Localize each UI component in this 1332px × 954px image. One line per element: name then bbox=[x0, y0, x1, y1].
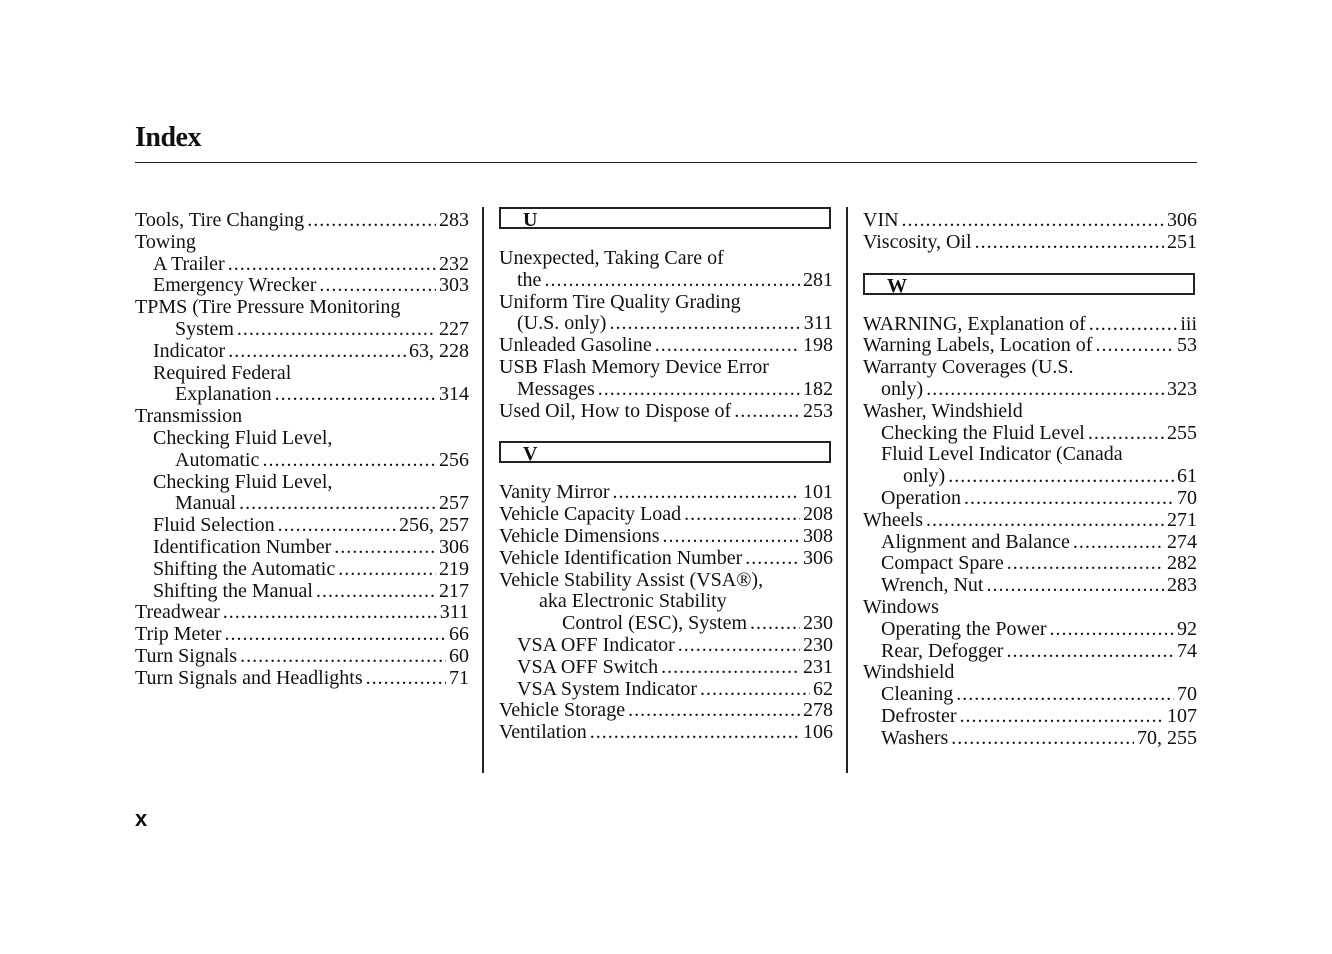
index-entry bbox=[863, 641, 1197, 663]
entry-page: 101 bbox=[803, 481, 833, 504]
dot-leader bbox=[734, 401, 800, 423]
entry-text: A Trailer bbox=[153, 252, 225, 275]
index-entry bbox=[135, 537, 469, 559]
index-entry bbox=[135, 232, 469, 254]
dot-leader bbox=[223, 602, 437, 624]
index-entry bbox=[499, 248, 833, 270]
index-entry bbox=[863, 597, 1197, 619]
dot-leader bbox=[278, 515, 396, 537]
entry-text: Indicator bbox=[153, 339, 226, 362]
entry-text: VSA OFF Indicator bbox=[517, 633, 675, 656]
entry-page: 92 bbox=[1177, 617, 1197, 640]
entry-page: 271 bbox=[1167, 508, 1197, 531]
entry-text: only) bbox=[903, 465, 946, 488]
entry-text: Checking Fluid Level, bbox=[153, 426, 333, 449]
entry-text: Vehicle Stability Assist (VSA®), bbox=[499, 568, 764, 591]
entry-text: Manual bbox=[175, 492, 237, 515]
dot-leader bbox=[544, 270, 800, 292]
entry-text: Vehicle Identification Number bbox=[499, 546, 743, 569]
entry-text: Treadwear bbox=[135, 601, 220, 624]
entry-text: Emergency Wrecker bbox=[153, 274, 317, 297]
dot-leader bbox=[678, 635, 800, 657]
dot-leader bbox=[228, 341, 406, 363]
dot-leader bbox=[1089, 314, 1178, 336]
index-entry bbox=[135, 384, 469, 406]
entry-text: Windows bbox=[863, 595, 939, 618]
index-entry bbox=[135, 450, 469, 472]
index-entry bbox=[499, 504, 833, 526]
index-entry bbox=[135, 668, 469, 690]
entry-page: 283 bbox=[439, 209, 469, 231]
index-entry bbox=[863, 662, 1197, 684]
dot-leader bbox=[1088, 423, 1164, 445]
index-entry bbox=[499, 526, 833, 548]
index-entry bbox=[135, 428, 469, 450]
entry-page: 217 bbox=[439, 579, 469, 602]
index-entry bbox=[135, 406, 469, 428]
index-entry bbox=[499, 548, 833, 570]
dot-leader bbox=[700, 679, 810, 701]
entry-page: 62 bbox=[813, 677, 833, 700]
index-entry bbox=[863, 466, 1197, 488]
dot-leader bbox=[987, 575, 1165, 597]
entry-text: Explanation bbox=[175, 383, 272, 406]
entry-text: Washer, Windshield bbox=[863, 399, 1023, 422]
entry-text: Vehicle Storage bbox=[499, 699, 626, 722]
index-entry bbox=[863, 357, 1197, 379]
entry-page: 61 bbox=[1177, 465, 1197, 488]
dot-leader bbox=[262, 450, 436, 472]
index-entry bbox=[499, 700, 833, 722]
index-entry bbox=[499, 335, 833, 357]
index-entry bbox=[499, 482, 833, 504]
index-entry bbox=[135, 363, 469, 385]
index-entry bbox=[499, 635, 833, 657]
dot-leader bbox=[1050, 619, 1174, 641]
dot-leader bbox=[975, 232, 1164, 254]
index-entry bbox=[863, 706, 1197, 728]
dot-leader bbox=[960, 706, 1164, 728]
entry-text: Operating the Power bbox=[881, 617, 1047, 640]
entry-page: 311 bbox=[439, 601, 469, 624]
dot-leader bbox=[750, 613, 800, 635]
index-entry bbox=[863, 335, 1197, 357]
dot-leader bbox=[926, 379, 1164, 401]
index-entry bbox=[135, 341, 469, 363]
entry-page: 251 bbox=[1167, 230, 1197, 253]
dot-leader bbox=[366, 668, 446, 690]
entry-text: Compact Spare bbox=[881, 552, 1004, 575]
index-entry bbox=[135, 559, 469, 581]
index-entry bbox=[863, 532, 1197, 554]
dot-leader bbox=[964, 488, 1174, 510]
entry-text: Towing bbox=[135, 230, 196, 253]
entry-text: Vanity Mirror bbox=[499, 481, 610, 504]
entry-page: 306 bbox=[1167, 209, 1197, 231]
column-separator bbox=[482, 207, 484, 773]
entry-text: Messages bbox=[517, 377, 595, 400]
entry-page: 182 bbox=[803, 377, 833, 400]
dot-leader bbox=[338, 559, 436, 581]
entry-text: Required Federal bbox=[153, 361, 292, 384]
entry-text: Control (ESC), System bbox=[562, 612, 748, 635]
entry-text: Unleaded Gasoline bbox=[499, 334, 652, 357]
dot-leader bbox=[926, 510, 1164, 532]
index-entry bbox=[135, 493, 469, 515]
title-rule bbox=[135, 162, 1197, 163]
entry-page: 274 bbox=[1167, 530, 1197, 553]
dot-leader bbox=[613, 482, 800, 504]
entry-page: 71 bbox=[449, 666, 469, 689]
entry-page: 311 bbox=[803, 312, 833, 335]
dot-leader bbox=[224, 624, 446, 646]
index-entry bbox=[135, 646, 469, 668]
index-entry bbox=[499, 657, 833, 679]
entry-text: Vehicle Dimensions bbox=[499, 524, 660, 547]
dot-leader bbox=[1095, 335, 1174, 357]
dot-leader bbox=[956, 684, 1174, 706]
dot-leader bbox=[663, 526, 800, 548]
entry-text: Warranty Coverages (U.S. bbox=[863, 356, 1074, 379]
entry-text: Tools, Tire Changing bbox=[135, 209, 305, 231]
entry-page: 256 bbox=[439, 448, 469, 471]
entry-text: Wheels bbox=[863, 508, 923, 531]
entry-page: 306 bbox=[803, 546, 833, 569]
index-entry bbox=[863, 444, 1197, 466]
entry-page: 306 bbox=[439, 535, 469, 558]
page-number: x bbox=[135, 806, 148, 831]
entry-text: Shifting the Automatic bbox=[153, 557, 336, 580]
index-entry bbox=[499, 292, 833, 314]
section-header-w: W bbox=[863, 273, 1195, 295]
entry-text: Turn Signals and Headlights bbox=[135, 666, 363, 689]
index-entry bbox=[499, 379, 833, 401]
dot-leader bbox=[684, 504, 800, 526]
dot-leader bbox=[237, 319, 436, 341]
entry-text: only) bbox=[881, 377, 924, 400]
entry-page: 255 bbox=[1167, 421, 1197, 444]
index-entry bbox=[863, 553, 1197, 575]
entry-text: System bbox=[175, 317, 234, 340]
entry-page: 60 bbox=[449, 644, 469, 667]
dot-leader bbox=[902, 210, 1164, 232]
entry-text: Windshield bbox=[863, 661, 955, 684]
column-separator bbox=[846, 207, 848, 773]
index-entry bbox=[863, 510, 1197, 532]
entry-page: 253 bbox=[803, 399, 833, 422]
index-entry bbox=[863, 232, 1197, 254]
index-entry bbox=[499, 401, 833, 423]
entry-text: VSA System Indicator bbox=[517, 677, 697, 700]
dot-leader bbox=[316, 581, 436, 603]
dot-leader bbox=[655, 335, 800, 357]
entry-page: 278 bbox=[803, 699, 833, 722]
entry-page: 256, 257 bbox=[399, 514, 469, 537]
entry-text: (U.S. only) bbox=[517, 312, 607, 335]
index-entry bbox=[499, 313, 833, 335]
entry-page: 281 bbox=[803, 268, 833, 291]
entry-text: Checking Fluid Level, bbox=[153, 470, 333, 493]
index-entry bbox=[863, 379, 1197, 401]
dot-leader bbox=[661, 657, 800, 679]
index-entry bbox=[863, 575, 1197, 597]
dot-leader bbox=[228, 254, 436, 276]
dot-leader bbox=[1006, 641, 1174, 663]
entry-page: 283 bbox=[1167, 574, 1197, 597]
entry-page: 198 bbox=[803, 334, 833, 357]
entry-text: Unexpected, Taking Care of bbox=[499, 247, 724, 269]
index-entry bbox=[135, 624, 469, 646]
index-entry bbox=[135, 275, 469, 297]
index-entry bbox=[499, 357, 833, 379]
entry-page: 308 bbox=[803, 524, 833, 547]
entry-page: 314 bbox=[439, 383, 469, 406]
entry-page: iii bbox=[1180, 312, 1197, 335]
entry-page: 70 bbox=[1177, 486, 1197, 509]
entry-text: Cleaning bbox=[881, 683, 954, 706]
dot-leader bbox=[1073, 532, 1164, 554]
entry-page: 282 bbox=[1167, 552, 1197, 575]
index-entry bbox=[499, 679, 833, 701]
entry-page: 107 bbox=[1167, 704, 1197, 727]
entry-page: 257 bbox=[439, 492, 469, 515]
dot-leader bbox=[745, 548, 800, 570]
index-entry bbox=[863, 423, 1197, 445]
index-entry bbox=[499, 613, 833, 635]
entry-text: Alignment and Balance bbox=[881, 530, 1070, 553]
index-entry bbox=[499, 270, 833, 292]
dot-leader bbox=[1007, 553, 1164, 575]
index-entry bbox=[863, 401, 1197, 423]
index-entry bbox=[863, 314, 1197, 336]
index-column-3 bbox=[863, 210, 1197, 750]
entry-text: USB Flash Memory Device Error bbox=[499, 355, 769, 378]
dot-leader bbox=[240, 646, 446, 668]
dot-leader bbox=[334, 537, 436, 559]
dot-leader bbox=[590, 722, 800, 744]
entry-text: Washers bbox=[881, 726, 949, 749]
index-entry bbox=[499, 722, 833, 744]
entry-page: 303 bbox=[439, 274, 469, 297]
entry-page: 230 bbox=[803, 633, 833, 656]
index-entry bbox=[135, 515, 469, 537]
index-entry bbox=[863, 488, 1197, 510]
entry-text: WARNING, Explanation of bbox=[863, 312, 1086, 335]
entry-text: Checking the Fluid Level bbox=[881, 421, 1085, 444]
entry-page: 227 bbox=[439, 317, 469, 340]
index-entry bbox=[863, 210, 1197, 232]
section-header-v: V bbox=[499, 441, 831, 463]
dot-leader bbox=[948, 466, 1174, 488]
entry-text: the bbox=[517, 268, 542, 291]
entry-page: 66 bbox=[449, 623, 469, 646]
entry-page: 231 bbox=[803, 655, 833, 678]
index-entry bbox=[863, 684, 1197, 706]
index-entry bbox=[499, 591, 833, 613]
index-column-2 bbox=[499, 210, 833, 744]
entry-text: Automatic bbox=[175, 448, 260, 471]
entry-text: Rear, Defogger bbox=[881, 639, 1004, 662]
entry-text: Wrench, Nut bbox=[881, 574, 984, 597]
index-entry bbox=[135, 210, 469, 232]
dot-leader bbox=[628, 700, 800, 722]
dot-leader bbox=[609, 313, 800, 335]
entry-text: Defroster bbox=[881, 704, 957, 727]
entry-text: Fluid Selection bbox=[153, 514, 275, 537]
index-entry bbox=[135, 472, 469, 494]
entry-text: Operation bbox=[881, 486, 961, 509]
dot-leader bbox=[951, 728, 1134, 750]
dot-leader bbox=[239, 493, 436, 515]
entry-page: 106 bbox=[803, 721, 833, 744]
entry-page: 70 bbox=[1177, 683, 1197, 706]
dot-leader bbox=[598, 379, 800, 401]
entry-text: Used Oil, How to Dispose of bbox=[499, 399, 732, 422]
entry-text: VIN bbox=[863, 209, 899, 231]
index-entry bbox=[135, 319, 469, 341]
dot-leader bbox=[275, 384, 436, 406]
entry-page: 219 bbox=[439, 557, 469, 580]
entry-page: 208 bbox=[803, 503, 833, 526]
index-entry bbox=[499, 570, 833, 592]
index-column-1 bbox=[135, 210, 469, 690]
entry-page: 232 bbox=[439, 252, 469, 275]
index-entry bbox=[135, 254, 469, 276]
dot-leader bbox=[319, 275, 436, 297]
entry-text: VSA OFF Switch bbox=[517, 655, 659, 678]
entry-text: Identification Number bbox=[153, 535, 332, 558]
index-entry bbox=[863, 728, 1197, 750]
entry-text: Trip Meter bbox=[135, 623, 222, 646]
entry-page: 63, 228 bbox=[409, 339, 469, 362]
entry-text: Viscosity, Oil bbox=[863, 230, 972, 253]
dot-leader bbox=[307, 210, 436, 232]
entry-text: Transmission bbox=[135, 405, 243, 428]
entry-page: 74 bbox=[1177, 639, 1197, 662]
entry-text: Vehicle Capacity Load bbox=[499, 503, 682, 526]
index-entry bbox=[135, 602, 469, 624]
entry-text: Warning Labels, Location of bbox=[863, 334, 1093, 357]
entry-page: 323 bbox=[1167, 377, 1197, 400]
entry-text: Fluid Level Indicator (Canada bbox=[881, 443, 1123, 466]
page-title: Index bbox=[135, 122, 201, 153]
index-entry bbox=[135, 581, 469, 603]
entry-text: aka Electronic Stability bbox=[539, 590, 727, 613]
entry-page: 53 bbox=[1177, 334, 1197, 357]
index-entry bbox=[135, 297, 469, 319]
entry-text: Turn Signals bbox=[135, 644, 238, 667]
index-entry bbox=[863, 619, 1197, 641]
entry-text: Uniform Tire Quality Grading bbox=[499, 290, 741, 313]
entry-page: 70, 255 bbox=[1137, 726, 1197, 749]
entry-page: 230 bbox=[803, 612, 833, 635]
section-header-u: U bbox=[499, 207, 831, 229]
entry-text: Ventilation bbox=[499, 721, 587, 744]
entry-text: TPMS (Tire Pressure Monitoring bbox=[135, 296, 401, 319]
entry-text: Shifting the Manual bbox=[153, 579, 313, 602]
